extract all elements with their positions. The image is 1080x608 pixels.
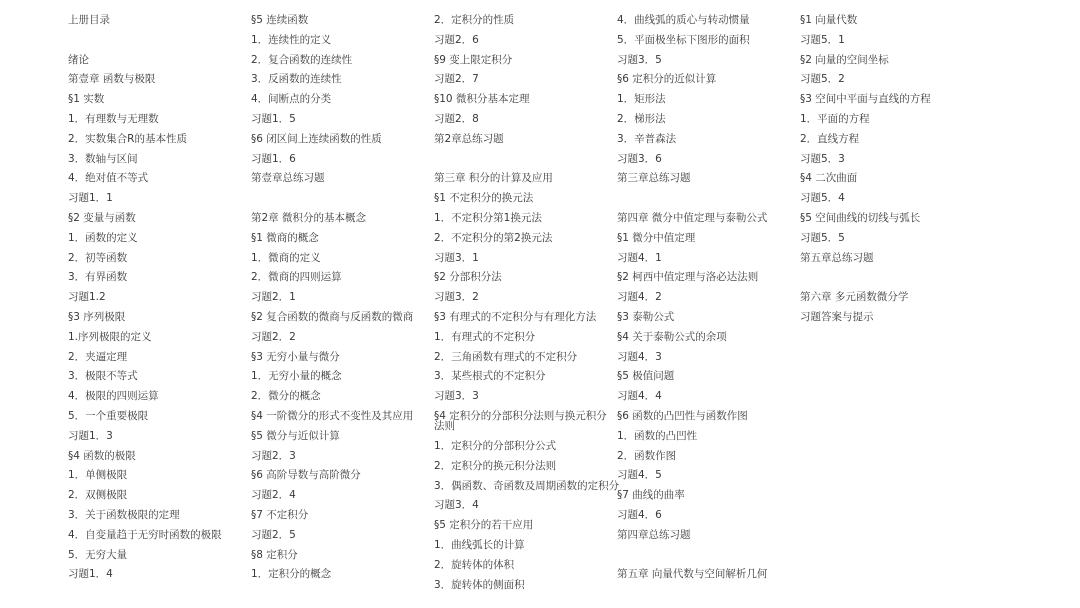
toc-entry[interactable]: §4 二次曲面: [800, 172, 858, 185]
toc-entry[interactable]: 2．三角函数有理式的不定积分: [434, 350, 578, 363]
toc-column-5: [800, 11, 978, 328]
toc-entry[interactable]: 习题3．4: [434, 499, 479, 512]
toc-entry[interactable]: 第2章 微积分的基本概念: [251, 211, 367, 224]
toc-entry[interactable]: §8 定积分: [251, 548, 298, 561]
toc-entry[interactable]: 第四章 微分中值定理与泰勒公式: [617, 211, 768, 224]
toc-entry[interactable]: 第三章总练习题: [617, 172, 691, 185]
toc-entry[interactable]: 1．微商的定义: [251, 251, 321, 264]
toc-entry[interactable]: §6 高阶导数与高阶微分: [251, 469, 361, 482]
toc-entry[interactable]: 第三章 积分的计算及应用: [434, 172, 553, 185]
toc-entry[interactable]: §1 实数: [68, 93, 105, 106]
toc-entry[interactable]: 习题5．4: [800, 192, 845, 205]
toc-entry[interactable]: 习题2．7: [434, 73, 479, 86]
toc-entry[interactable]: 习题4．3: [617, 350, 662, 363]
toc-entry[interactable]: 习题5．1: [800, 33, 845, 46]
toc-entry[interactable]: §7 曲线的曲率: [617, 489, 685, 502]
toc-entry[interactable]: 习题2．4: [251, 489, 296, 502]
toc-entry[interactable]: §2 柯西中值定理与洛必达法则: [617, 271, 759, 284]
toc-entry[interactable]: §3 空间中平面与直线的方程: [800, 93, 931, 106]
toc-entry[interactable]: §5 空间曲线的切线与弧长: [800, 211, 921, 224]
toc-entry[interactable]: §6 定积分的近似计算: [617, 73, 717, 86]
toc-entry[interactable]: 第五章 向量代数与空间解析几何: [617, 568, 768, 581]
toc-entry[interactable]: 5．平面极坐标下图形的面积: [617, 33, 750, 46]
toc-entry[interactable]: 1．有理式的不定积分: [434, 330, 536, 343]
toc-entry[interactable]: 3．反函数的连续性: [251, 73, 342, 86]
toc-entry[interactable]: 5．一个重要极限: [68, 409, 149, 422]
toc-entry[interactable]: 2．实数集合R的基本性质: [68, 132, 187, 145]
toc-entry[interactable]: 1．单侧极限: [68, 469, 128, 482]
toc-entry[interactable]: 习题4．6: [617, 508, 662, 521]
toc-entry[interactable]: 习题3．3: [434, 390, 479, 403]
toc-entry[interactable]: 习题1.2: [68, 291, 106, 304]
toc-entry[interactable]: §3 泰勒公式: [617, 310, 675, 323]
toc-entry[interactable]: §1 微商的概念: [251, 231, 319, 244]
toc-column-3: [434, 11, 620, 595]
toc-entry[interactable]: 3．某些根式的不定积分: [434, 370, 546, 383]
toc-entry[interactable]: §2 变量与函数: [68, 211, 136, 224]
toc-entry[interactable]: 2．复合函数的连续性: [251, 53, 353, 66]
toc-entry[interactable]: 习题5．2: [800, 73, 845, 86]
toc-entry[interactable]: 习题4．4: [617, 390, 662, 403]
toc-entry[interactable]: 1.序列极限的定义: [68, 330, 152, 343]
toc-spacer: [434, 150, 612, 170]
toc-entry[interactable]: 3．辛普森法: [617, 132, 677, 145]
toc-entry[interactable]: 2．夹逼定理: [68, 350, 128, 363]
toc-entry[interactable]: 2．定积分的换元积分法则: [434, 459, 557, 472]
toc-spacer: [68, 31, 246, 51]
toc-entry[interactable]: §1 不定积分的换元法: [434, 192, 534, 205]
toc-entry[interactable]: 习题2．1: [251, 291, 296, 304]
toc-entry[interactable]: 1．定积分的分部积分公式: [434, 439, 557, 452]
toc-entry[interactable]: 习题1．1: [68, 192, 113, 205]
toc-entry[interactable]: 4．间断点的分类: [251, 93, 332, 106]
toc-entry[interactable]: §2 向量的空间坐标: [800, 53, 889, 66]
toc-entry[interactable]: §5 微分与近似计算: [251, 429, 340, 442]
toc-entry[interactable]: 1．函数的定义: [68, 231, 138, 244]
toc-entry[interactable]: 3．有界函数: [68, 271, 128, 284]
toc-entry[interactable]: 习题5．3: [800, 152, 845, 165]
toc-entry[interactable]: 1．无穷小量的概念: [251, 370, 342, 383]
toc-entry[interactable]: 上册目录: [68, 14, 110, 26]
toc-entry[interactable]: §6 函数的凸凹性与函数作图: [617, 409, 748, 422]
toc-spacer: [617, 189, 795, 209]
toc-entry[interactable]: §5 极值问题: [617, 370, 675, 383]
toc-entry[interactable]: 第壹章 函数与极限: [68, 73, 156, 86]
toc-entry[interactable]: 2．定积分的性质: [434, 14, 515, 26]
toc-entry[interactable]: 习题2．2: [251, 330, 296, 343]
toc-entry[interactable]: 习题1．5: [251, 112, 296, 125]
toc-entry[interactable]: 1．不定积分第1换元法: [434, 211, 542, 224]
toc-entry[interactable]: 习题1．3: [68, 429, 113, 442]
toc-entry[interactable]: 第四章总练习题: [617, 528, 691, 541]
toc-entry[interactable]: 1．矩形法: [617, 93, 666, 106]
toc-column-1: [68, 11, 246, 585]
toc-entry[interactable]: 习题3．5: [617, 53, 662, 66]
toc-entry[interactable]: 习题4．1: [617, 251, 662, 264]
toc-entry[interactable]: 4．曲线弧的质心与转动惯量: [617, 14, 750, 26]
toc-entry[interactable]: 3．关于函数极限的定理: [68, 508, 180, 521]
toc-entry[interactable]: 5．无穷大量: [68, 548, 128, 561]
toc-entry[interactable]: 3．旋转体的侧面积: [434, 578, 525, 591]
toc-entry[interactable]: 习题4．2: [617, 291, 662, 304]
toc-entry[interactable]: 习题答案与提示: [800, 310, 874, 323]
toc-entry[interactable]: 第2章总练习题: [434, 132, 504, 145]
toc-entry[interactable]: §2 分部积分法: [434, 271, 502, 284]
toc-entry[interactable]: §1 向量代数: [800, 14, 858, 26]
toc-entry[interactable]: 习题2．5: [251, 528, 296, 541]
toc-entry[interactable]: §4 一阶微分的形式不变性及其应用: [251, 409, 414, 422]
toc-spacer: [251, 189, 429, 209]
toc-column-2: [251, 11, 429, 585]
toc-entry[interactable]: §4 关于泰勒公式的余项: [617, 330, 727, 343]
toc-column-4: [617, 11, 795, 585]
toc-entry[interactable]: 第五章总练习题: [800, 251, 874, 264]
toc-entry[interactable]: 第六章 多元函数微分学: [800, 291, 909, 304]
toc-entry[interactable]: 习题3．6: [617, 152, 662, 165]
toc-entry[interactable]: §9 变上限定积分: [434, 53, 513, 66]
toc-entry[interactable]: 4．自变量趋于无穷时函数的极限: [68, 528, 222, 541]
toc-entry[interactable]: 绪论: [68, 53, 89, 66]
toc-entry[interactable]: 习题2．3: [251, 449, 296, 462]
toc-entry[interactable]: §5 定积分的若干应用: [434, 519, 534, 532]
toc-entry[interactable]: 2．双侧极限: [68, 489, 128, 502]
toc-entry[interactable]: 2．微商的四则运算: [251, 271, 342, 284]
toc-entry[interactable]: 3．偶函数、奇函数及周期函数的定积分: [434, 479, 620, 492]
toc-entry[interactable]: 1．连续性的定义: [251, 33, 332, 46]
toc-entry[interactable]: 习题1．4: [68, 568, 113, 581]
toc-entry[interactable]: 2．不定积分的第2换元法: [434, 231, 553, 244]
toc-entry[interactable]: 2．直线方程: [800, 132, 860, 145]
toc-entry[interactable]: 2．初等函数: [68, 251, 128, 264]
toc-entry[interactable]: 3．极限不等式: [68, 370, 138, 383]
toc-entry[interactable]: 习题2．8: [434, 112, 479, 125]
toc-entry[interactable]: §6 闭区间上连续函数的性质: [251, 132, 382, 145]
toc-entry[interactable]: 1．平面的方程: [800, 112, 870, 125]
toc-entry[interactable]: 2．梯形法: [617, 112, 666, 125]
toc-entry[interactable]: 4．极限的四则运算: [68, 390, 159, 403]
toc-entry[interactable]: 习题3．1: [434, 251, 479, 264]
toc-entry[interactable]: 习题3．2: [434, 291, 479, 304]
toc-entry[interactable]: §5 连续函数: [251, 14, 309, 26]
toc-entry[interactable]: §3 无穷小量与微分: [251, 350, 340, 363]
toc-entry[interactable]: 习题1．6: [251, 152, 296, 165]
toc-entry[interactable]: 1．定积分的概念: [251, 568, 332, 581]
toc-spacer: [800, 268, 978, 288]
toc-entry[interactable]: §3 有理式的不定积分与有理化方法: [434, 310, 597, 323]
toc-entry[interactable]: 习题4．5: [617, 469, 662, 482]
toc-entry[interactable]: 第壹章总练习题: [251, 172, 325, 185]
toc-entry[interactable]: 2．旋转体的体积: [434, 558, 515, 571]
toc-entry[interactable]: 习题2．6: [434, 33, 479, 46]
toc-entry[interactable]: §1 微分中值定理: [617, 231, 696, 244]
toc-spacer: [617, 546, 795, 566]
toc-entry[interactable]: 1．有理数与无理数: [68, 112, 159, 125]
toc-entry[interactable]: §3 序列极限: [68, 310, 126, 323]
toc-entry[interactable]: 3．数轴与区间: [68, 152, 138, 165]
toc-entry[interactable]: §4 函数的极限: [68, 449, 136, 462]
toc-entry[interactable]: 2．函数作图: [617, 449, 677, 462]
toc-entry[interactable]: §4 定积分的分部积分法则与换元积分法则: [434, 409, 607, 433]
toc-entry[interactable]: §7 不定积分: [251, 508, 309, 521]
toc-entry[interactable]: §10 微积分基本定理: [434, 93, 530, 106]
toc-entry[interactable]: 1．函数的凸凹性: [617, 429, 698, 442]
toc-entry[interactable]: 习题5．5: [800, 231, 845, 244]
toc-entry[interactable]: 4．绝对值不等式: [68, 172, 149, 185]
toc-entry[interactable]: 2．微分的概念: [251, 390, 321, 403]
toc-entry[interactable]: 1．曲线弧长的计算: [434, 538, 525, 551]
toc-entry[interactable]: §2 复合函数的微商与反函数的微商: [251, 310, 414, 323]
